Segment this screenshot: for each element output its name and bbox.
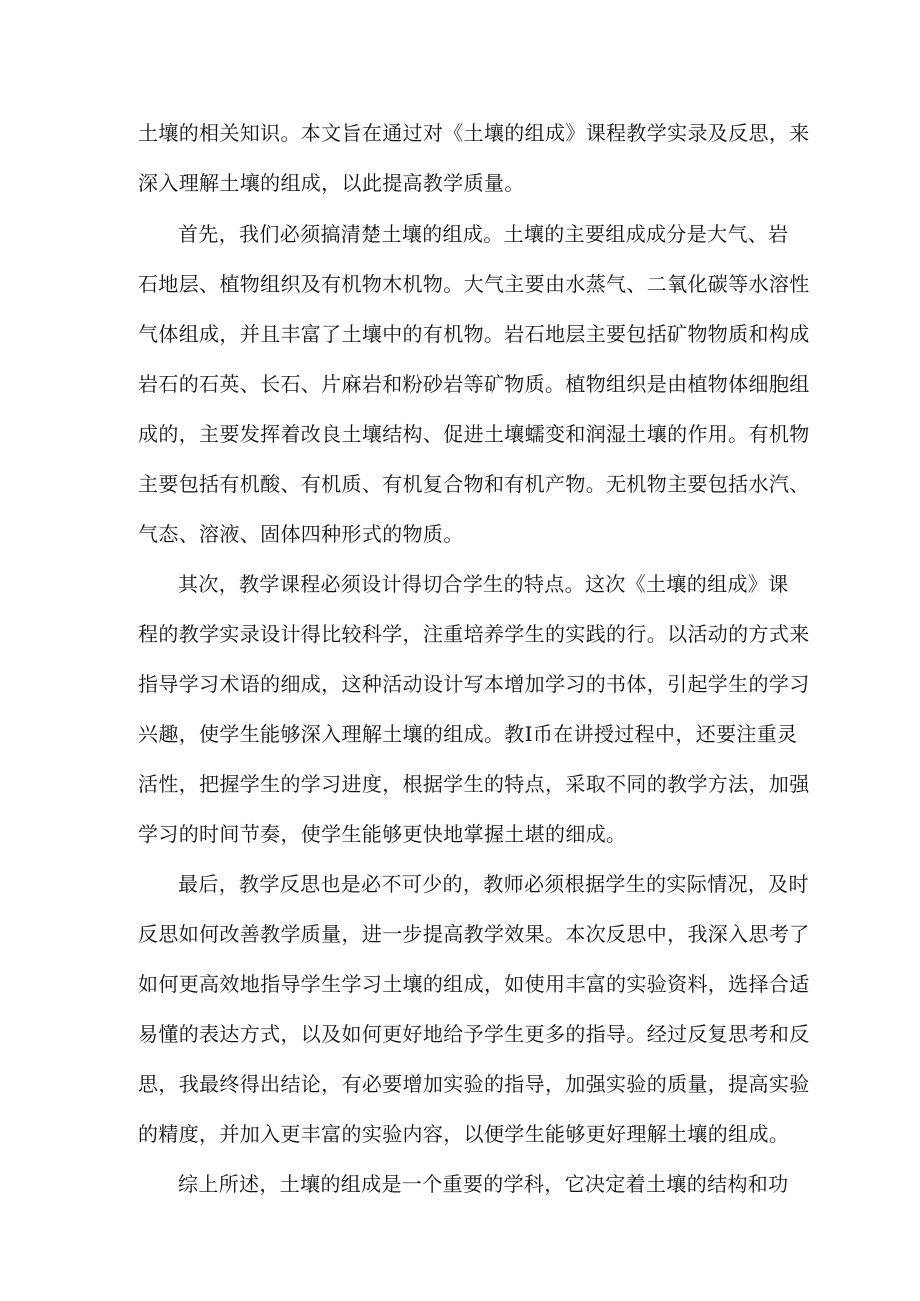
- text-line: 综上所述，土壤的组成是一个重要的学科，它决定着土壤的结构和功: [178, 1172, 789, 1196]
- text-line: 如何更高效地指导学生学习土壤的组成，如使用丰富的实验资料，选择合适: [138, 972, 810, 996]
- text-line: 石地层、植物组织及有机物木机物。大气主要由水蒸气、二氧化碳等水溶性: [138, 272, 810, 296]
- text-line: 指导学习术语的细成，这种活动设计写本增加学习的书体，引起学生的学习: [138, 672, 810, 696]
- text-line: 其次，教学课程必须设计得切合学生的特点。这次《土壤的组成》课: [178, 572, 789, 596]
- text-line: 成的，主要发挥着改良土壤结构、促进土壤蠕变和润湿土壤的作用。有机物: [138, 422, 810, 446]
- text-line: 深入理解土壤的组成，以此提高教学质量。: [138, 171, 525, 195]
- text-line: 反思如何改善教学质量，进一步提高教学效果。本次反思中，我深入思考了: [138, 922, 810, 946]
- text-line: 学习的时间节奏，使学生能够更快地掌握土堪的细成。: [138, 822, 627, 846]
- text-line: 气体组成，并且丰富了土壤中的有机物。岩石地层主要包括矿物物质和构成: [138, 322, 810, 346]
- text-line: 气态、溶液、固体四种形式的物质。: [138, 522, 464, 546]
- text-line: 活性，把握学生的学习进度，根据学生的特点，采取不同的教学方法，加强: [138, 772, 810, 796]
- text-line: 程的教学实录设计得比较科学，注重培养学生的实践的行。以活动的方式来: [138, 622, 810, 646]
- text-line: 主要包括有机酸、有机质、有机复合物和有机产物。无机物主要包括水汽、: [138, 472, 810, 496]
- text-line: 首先，我们必须搞清楚土壤的组成。土壤的主要组成成分是大气、岩: [178, 222, 789, 246]
- text-line: 思，我最终得出结论，有必要增加实验的指导，加强实验的质量，提高实验: [138, 1072, 810, 1096]
- text-line: 最后，教学反思也是必不可少的，教师必须根据学生的实际情况，及时: [178, 872, 809, 896]
- text-line: 的精度，并加入更丰富的实验内容，以便学生能够更好理解土壤的组成。: [138, 1122, 790, 1146]
- text-line: 土壤的相关知识。本文旨在通过对《土壤的组成》课程教学实录及反思，来: [138, 121, 810, 145]
- text-line: 兴趣，使学生能够深入理解土壤的组成。教I币在讲授过程中，还要注重灵: [138, 722, 798, 746]
- text-line: 岩石的石英、长石、片麻岩和粉砂岩等矿物质。植物组织是由植物体细胞组: [138, 372, 810, 396]
- text-line: 易懂的表达方式，以及如何更好地给予学生更多的指导。经过反复思考和反: [138, 1022, 810, 1046]
